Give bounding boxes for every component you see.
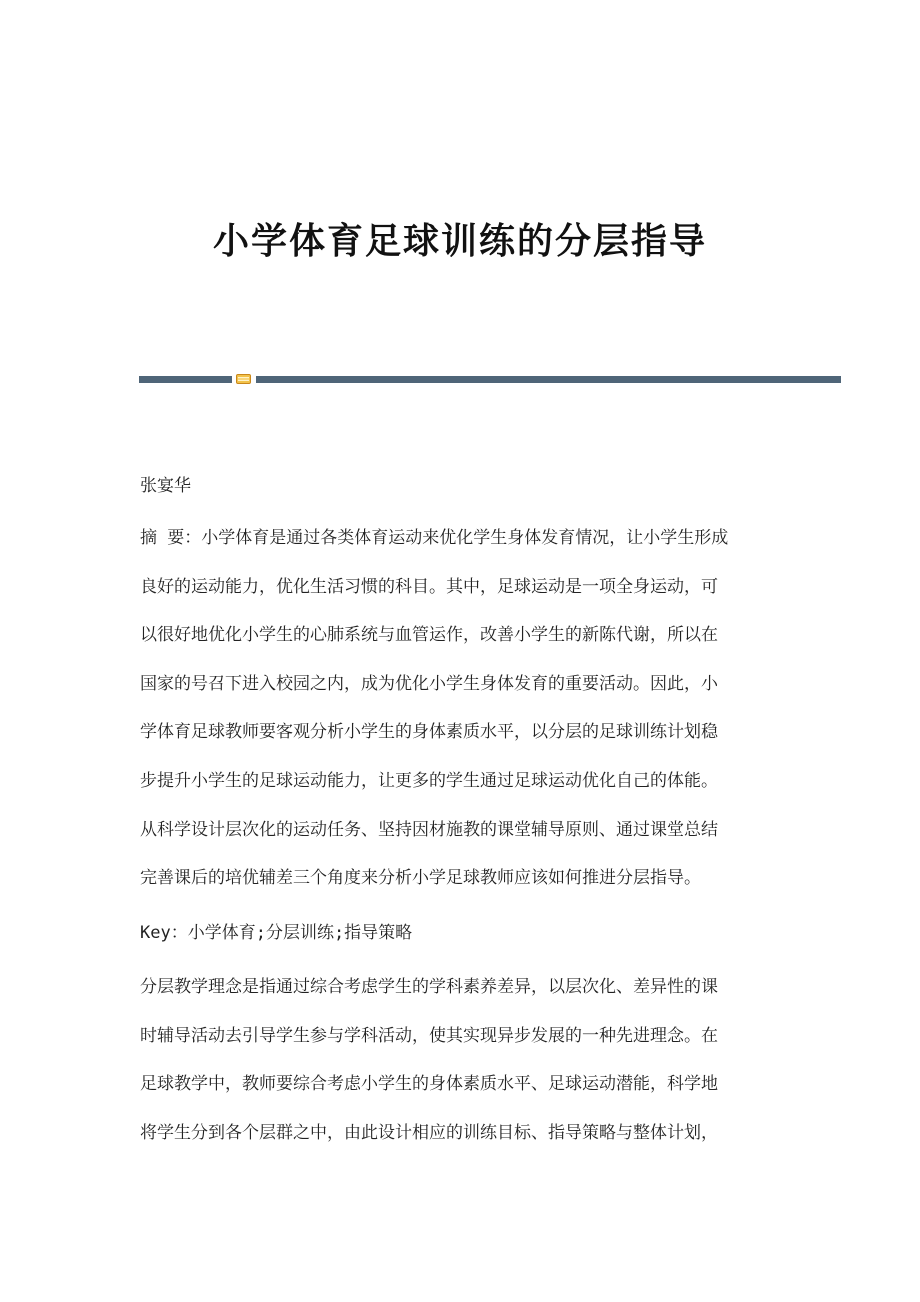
body-line: 将学生分到各个层群之中，由此设计相应的训练目标、指导策略与整体计划，: [140, 1122, 718, 1143]
divider-bar-right: [256, 376, 841, 383]
body-paragraph: [140, 963, 780, 1157]
abstract-line: 摘 要：小学体育是通过各类体育运动来优化学生身体发育情况，让小学生形成: [140, 528, 729, 548]
abstract-line: 以很好地优化小学生的心肺系统与血管运作，改善小学生的新陈代谢，所以在: [140, 625, 718, 646]
abstract-line: 从科学设计层次化的运动任务、坚持因材施教的课堂辅导原则、通过课堂总结: [140, 819, 718, 840]
title-divider: [139, 374, 841, 384]
divider-bar-left: [139, 376, 232, 383]
body-line: 分层教学理念是指通过综合考虑学生的学科素养差异，以层次化、差异性的课: [140, 977, 718, 997]
abstract-line: 步提升小学生的足球运动能力，让更多的学生通过足球运动优化自己的体能。: [140, 770, 718, 791]
keywords-line: Key：小学体育;分层训练;指导策略: [140, 923, 413, 943]
body-line: 足球教学中，教师要综合考虑小学生的身体素质水平、足球运动潜能，科学地: [140, 1074, 718, 1095]
abstract-paragraph: [140, 514, 780, 903]
document-title: 小学体育足球训练的分层指导: [212, 220, 707, 262]
abstract-line: 学体育足球教师要客观分析小学生的身体素质水平，以分层的足球训练计划稳: [140, 722, 718, 743]
document-emblem-icon: [236, 374, 251, 384]
body-line: 时辅导活动去引导学生参与学科活动，使其实现异步发展的一种先进理念。在: [140, 1025, 718, 1046]
abstract-line: 完善课后的培优辅差三个角度来分析小学足球教师应该如何推进分层指导。: [140, 868, 701, 889]
abstract-line: 国家的号召下进入校园之内，成为优化小学生身体发育的重要活动。因此，小: [140, 673, 718, 694]
abstract-line: 良好的运动能力，优化生活习惯的科目。其中，足球运动是一项全身运动，可: [140, 576, 718, 597]
author-name: 张宴华: [140, 476, 191, 496]
